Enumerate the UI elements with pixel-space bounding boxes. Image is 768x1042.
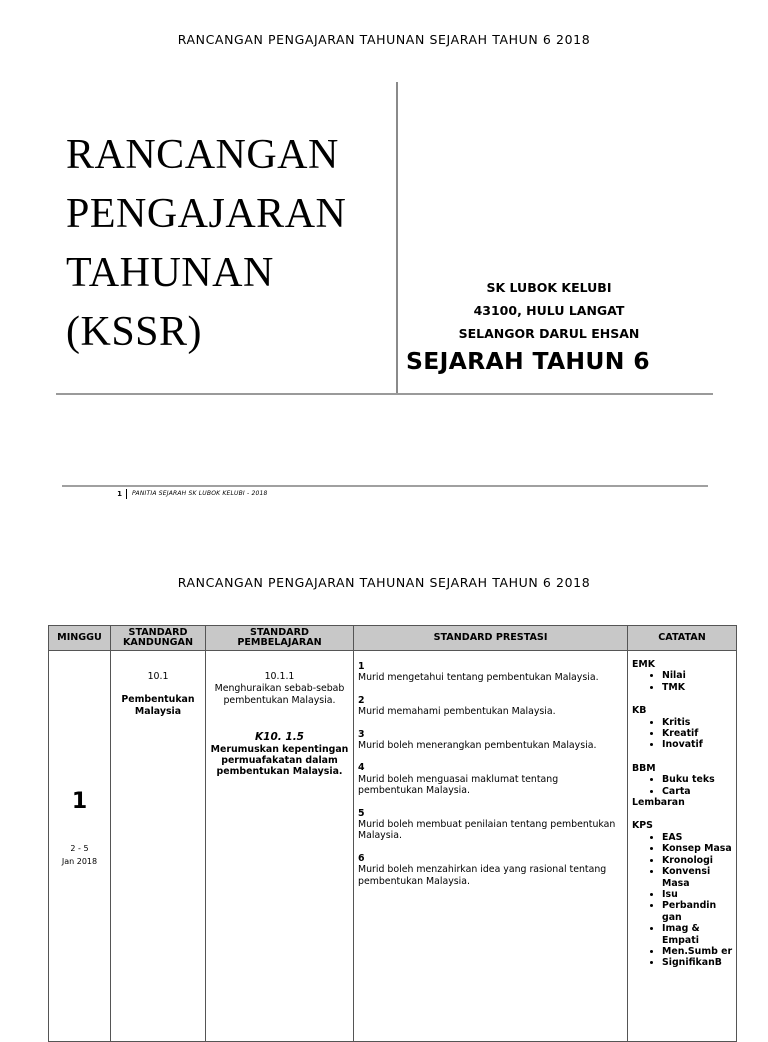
col-header-standard-kandungan: STANDARD KANDUNGAN (111, 626, 206, 651)
col-header-catatan: CATATAN (628, 626, 737, 651)
catatan-emk (632, 659, 734, 693)
prestasi-text: Murid boleh membuat penilaian tentang pembentukan Malaysia. (358, 819, 616, 842)
list-item: • Konsep Masa (662, 843, 734, 854)
cell-standard-kandungan (111, 651, 206, 1042)
catatan-label: BBM (632, 762, 656, 774)
page-header: RANCANGAN PENGAJARAN TAHUNAN SEJARAH TAHUN 6 2018 (177, 575, 591, 590)
footer-divider (62, 485, 708, 487)
list-item: • Perbandin gan (662, 900, 734, 923)
catatan-label: KPS (632, 820, 653, 832)
list-item: • Imag & Empati (662, 923, 734, 946)
col-header-minggu: MINGGU (49, 626, 111, 651)
catatan-bbm-extra: Lembaran (632, 797, 685, 809)
prestasi-level: 2 (358, 694, 365, 706)
catatan-label: EMK (632, 659, 655, 670)
list-item (358, 661, 623, 684)
list-item: • Nilai (662, 670, 734, 681)
list-item: • Buku teks (662, 774, 734, 785)
list-item (358, 729, 623, 752)
cell-standard-pembelajaran (206, 651, 354, 1042)
list-item: • Carta (662, 786, 734, 797)
sp-extra-code: K10. 1.5 (255, 731, 304, 744)
list-item: • Isu (662, 889, 734, 900)
list-item (358, 762, 623, 796)
cover-title-line: RANCANGAN (66, 132, 339, 178)
prestasi-level: 6 (358, 852, 365, 864)
footer-text: PANITIA SEJARAH SK LUBOK KELUBI - 2018 (132, 490, 268, 497)
list-item: • Men.Sumb er (662, 946, 734, 957)
prestasi-level: 3 (358, 728, 365, 740)
week-number: 1 (71, 789, 88, 814)
prestasi-text: Murid boleh menerangkan pembentukan Malaysia. (358, 740, 597, 752)
school-postcode: 43100, HULU LANGAT (473, 303, 625, 318)
list-item: • SignifikanB (662, 957, 734, 968)
sk-code: 10.1 (147, 671, 169, 682)
school-name: SK LUBOK KELUBI (486, 280, 612, 295)
sp-code: 10.1.1 (264, 671, 295, 682)
page-footer (62, 488, 268, 500)
lesson-plan-table (48, 625, 737, 1042)
list-item: • Konvensi Masa (662, 866, 734, 889)
list-item: • TMK (662, 682, 734, 693)
col-header-standard-pembelajaran: STANDARD PEMBELAJARAN (206, 626, 354, 651)
list-item: • Inovatif (662, 739, 734, 750)
prestasi-level: 4 (358, 762, 365, 774)
cell-minggu (49, 651, 111, 1042)
table-header-row (49, 626, 737, 651)
cover-horizontal-divider (56, 393, 713, 395)
prestasi-text: Murid boleh menzahirkan idea yang rasional tentang pembentukan Malaysia. (358, 864, 607, 887)
cover-vertical-divider (396, 82, 398, 394)
list-item (358, 853, 623, 887)
sp-extra-description: Merumuskan kepentingan permuafakatan dalam pembentukan Malaysia. (210, 743, 349, 778)
cell-catatan (628, 651, 737, 1042)
page-header: RANCANGAN PENGAJARAN TAHUNAN SEJARAH TAHUN 6 2018 (177, 32, 591, 47)
table-row (49, 651, 737, 1042)
list-item: • Kreatif (662, 728, 734, 739)
prestasi-text: Murid boleh menguasai maklumat tentang pembentukan Malaysia. (358, 773, 559, 797)
page-number: 1 (117, 490, 122, 498)
sk-title: Pembentukan Malaysia (121, 694, 195, 717)
sp-description: Menghuraikan sebab-sebab pembentukan Malaysia. (214, 683, 345, 706)
prestasi-level: 5 (358, 807, 365, 819)
school-state: SELANGOR DARUL EHSAN (458, 326, 640, 341)
footer-separator (126, 489, 127, 499)
col-header-standard-prestasi: STANDARD PRESTASI (354, 626, 628, 651)
cover-title-line: (KSSR) (66, 309, 203, 355)
week-date-month: Jan 2018 (61, 857, 98, 866)
prestasi-text: Murid memahami pembentukan Malaysia. (358, 706, 556, 718)
list-item (358, 695, 623, 718)
catatan-bbm (632, 763, 734, 809)
week-dates (49, 842, 110, 868)
cover-title-line: PENGAJARAN (66, 191, 347, 237)
prestasi-level: 1 (358, 661, 365, 672)
list-item (358, 808, 623, 842)
cover-title-line: TAHUNAN (66, 250, 274, 296)
school-address (398, 276, 700, 345)
catatan-kps (632, 820, 734, 968)
cell-standard-prestasi (354, 651, 628, 1042)
subject-title: SEJARAH TAHUN 6 (406, 347, 650, 375)
list-item: • Kronologi (662, 855, 734, 866)
week-date-range: 2 - 5 (70, 844, 89, 853)
catatan-kb (632, 705, 734, 751)
prestasi-text: Murid mengetahui tentang pembentukan Malaysia. (358, 672, 599, 684)
list-item: • EAS (662, 832, 734, 843)
cover-title (66, 126, 386, 362)
list-item: • Kritis (662, 717, 734, 728)
catatan-label: KB (632, 705, 647, 717)
